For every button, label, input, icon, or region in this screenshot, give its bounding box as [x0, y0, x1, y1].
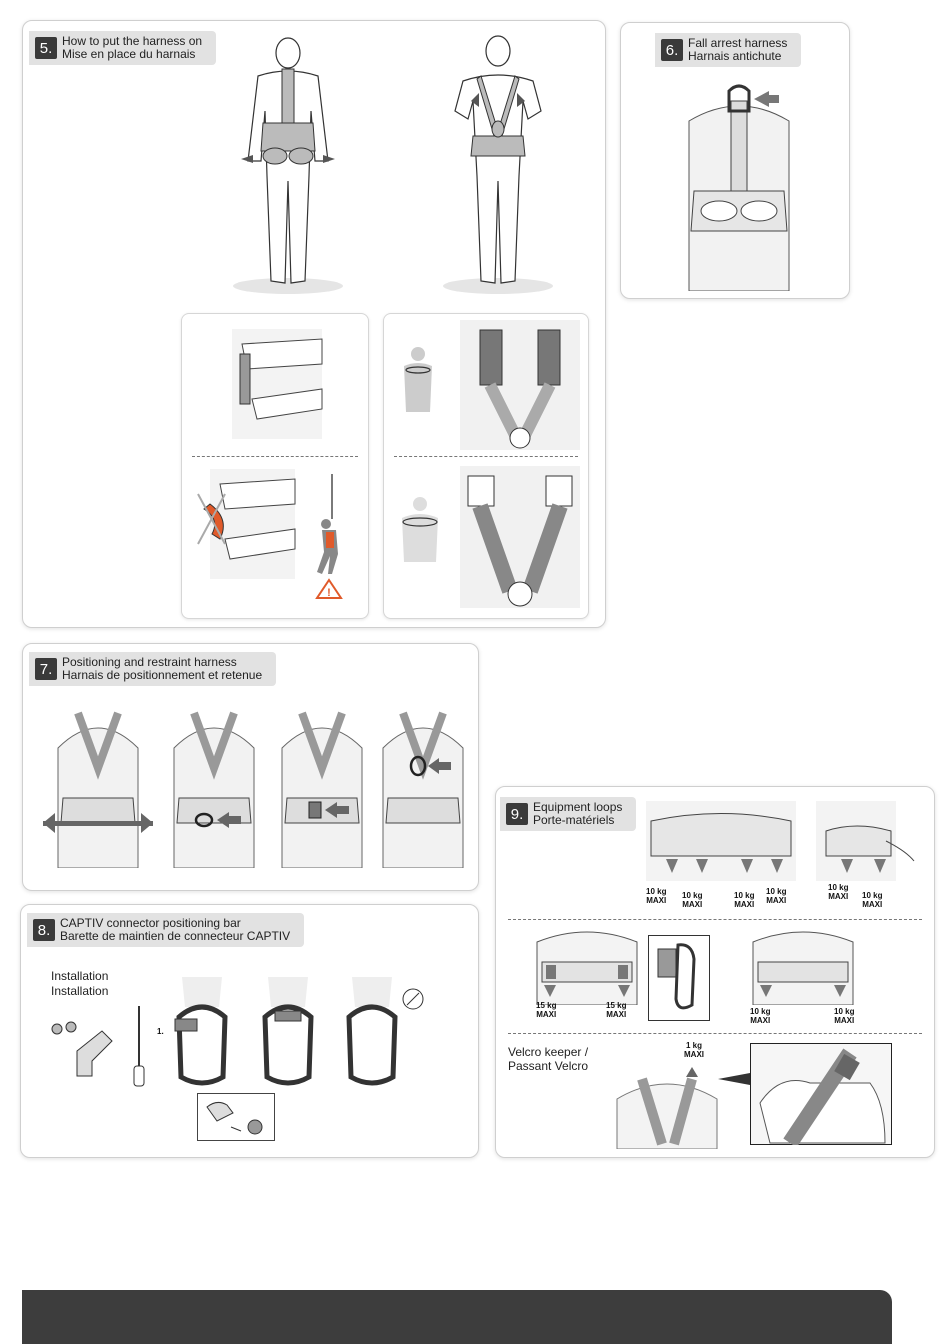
- load-label: 10 kg MAXI: [734, 891, 755, 909]
- fall-arrest-harness-back-illustration: [679, 81, 799, 291]
- section-9-heading: [500, 797, 636, 831]
- installation-label-en: Installation: [51, 969, 109, 983]
- captiv-carabiner-installed-illustration: [337, 977, 427, 1089]
- load-label: 15 kg MAXI: [606, 1001, 627, 1019]
- step-1-label: 1.: [157, 1027, 164, 1036]
- section-6-heading: [655, 33, 801, 67]
- section-number: 7.: [35, 658, 57, 680]
- section-number: 6.: [661, 39, 683, 61]
- section-number: 9.: [506, 803, 528, 825]
- shoulder-strap-tight-illustration: [460, 320, 580, 450]
- small-torso-icon: [398, 344, 438, 414]
- velcro-keeper-closeup-inset: [750, 1043, 892, 1145]
- section-5-heading: [29, 31, 216, 65]
- load-label: 10 kg MAXI: [862, 891, 883, 909]
- positioning-ventral-ring-illustration: [159, 708, 269, 868]
- person-front-harness-illustration: [433, 31, 563, 301]
- waist-adjust-subpanel: [181, 313, 369, 619]
- velcro-keeper-pointer: [718, 1073, 750, 1085]
- positioning-ventral-bar-illustration: [267, 708, 377, 868]
- section-title-en: Positioning and restraint harness: [62, 655, 237, 669]
- equipment-loops-side-illustration: [816, 801, 916, 881]
- hanging-person-warning-illustration: [304, 474, 354, 599]
- load-label: 10 kg MAXI: [646, 887, 667, 905]
- section-number: 5.: [35, 37, 57, 59]
- equipment-loops-back-illustration: [646, 801, 796, 881]
- section-title-fr: Harnais de positionnement et retenue: [62, 668, 263, 682]
- section-title-en: Fall arrest harness: [688, 36, 788, 50]
- divider: [508, 919, 922, 920]
- load-label: 10 kg MAXI: [828, 883, 849, 901]
- captiv-carabiner-step2-illustration: [253, 977, 323, 1089]
- velcro-keeper-label-fr: Passant Velcro: [508, 1059, 589, 1073]
- load-label: 15 kg MAXI: [536, 1001, 557, 1019]
- load-label: 10 kg MAXI: [834, 1007, 855, 1025]
- large-torso-icon: [398, 494, 442, 564]
- divider: [192, 456, 358, 457]
- section-9-panel: [495, 786, 935, 1158]
- section-5-panel: [22, 20, 606, 628]
- equipment-loops-15kg-illustration: [532, 927, 642, 1005]
- captiv-bar-parts-illustration: [47, 1001, 157, 1091]
- captiv-bar-removal-inset: [197, 1093, 275, 1141]
- positioning-waist-side-rings-illustration: [43, 708, 153, 868]
- equipment-loops-10kg-back-illustration: [748, 927, 858, 1005]
- section-title-en: Equipment loops: [533, 800, 623, 814]
- section-7-panel: [22, 643, 479, 891]
- section-6-panel: [620, 22, 850, 299]
- load-label: 10 kg MAXI: [682, 891, 703, 909]
- section-title-en: How to put the harness on: [62, 34, 203, 48]
- section-title-en: CAPTIV connector positioning bar: [60, 916, 241, 930]
- section-title-fr: Mise en place du harnais: [62, 47, 196, 61]
- footer-bar: [22, 1290, 892, 1344]
- person-back-harness-illustration: [223, 31, 353, 301]
- load-label: 10 kg MAXI: [750, 1007, 771, 1025]
- divider: [394, 456, 578, 457]
- load-label: 10 kg MAXI: [766, 887, 787, 905]
- section-title-fr: Harnais antichute: [688, 49, 782, 63]
- section-7-heading: [29, 652, 276, 686]
- section-8-panel: [20, 904, 479, 1158]
- section-number: 8.: [33, 919, 55, 941]
- waist-belt-incorrect-illustration: [190, 464, 300, 584]
- velcro-keeper-label-en: Velcro keeper /: [508, 1045, 589, 1059]
- tool-holder-carabiner-inset: [648, 935, 710, 1021]
- shoulder-strap-loose-illustration: [460, 466, 580, 608]
- velcro-keeper-front-illustration: [612, 1059, 722, 1149]
- section-8-heading: [27, 913, 304, 947]
- positioning-sternal-ring-illustration: [373, 708, 473, 868]
- section-title-fr: Porte-matériels: [533, 813, 615, 827]
- shoulder-adjust-subpanel: [383, 313, 589, 619]
- section-title-fr: Barette de maintien de connecteur CAPTIV: [60, 929, 291, 943]
- load-label: 1 kg MAXI: [684, 1041, 704, 1059]
- captiv-carabiner-step1-illustration: [167, 977, 237, 1089]
- divider: [508, 1033, 922, 1034]
- waist-belt-correct-illustration: [222, 324, 332, 444]
- installation-label-fr: Installation: [51, 984, 109, 998]
- svg-text:!: !: [327, 587, 331, 599]
